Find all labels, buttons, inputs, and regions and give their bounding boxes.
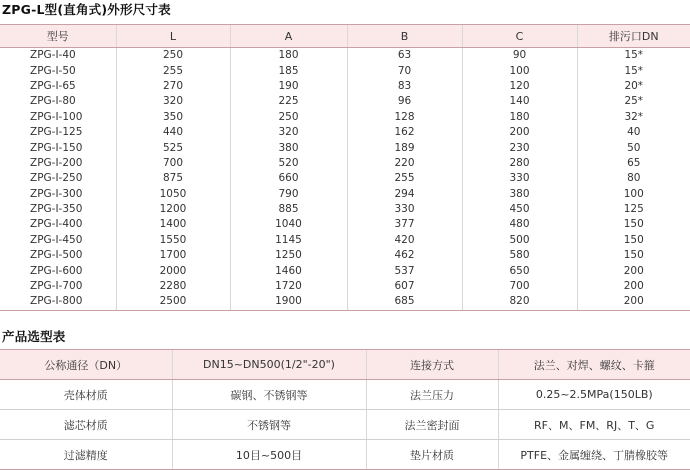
table-row: [0, 110, 690, 125]
dimension-table-header-row: [0, 25, 690, 48]
cell-l: 1200: [116, 202, 230, 217]
spec-value: 0.25~2.5MPa(150LB): [498, 380, 690, 410]
cell-a: 1145: [230, 233, 347, 248]
table-row: [0, 94, 690, 109]
table-row: [0, 410, 690, 440]
cell-l: 2500: [116, 294, 230, 310]
cell-b: 189: [347, 140, 462, 155]
table-row: [0, 63, 690, 78]
table-row: [0, 233, 690, 248]
spec-value: PTFE、金属缠绕、丁腈橡胶等: [498, 440, 690, 470]
cell-model: ZPG-I-125: [30, 126, 83, 139]
cell-l: 255: [116, 63, 230, 78]
cell-a: 190: [230, 79, 347, 94]
cell-a: 250: [230, 110, 347, 125]
cell-l: 525: [116, 140, 230, 155]
spec-label: 壳体材质: [0, 380, 172, 410]
table-row: [0, 140, 690, 155]
cell-drain-dn: 125: [577, 202, 690, 217]
table-row: [0, 263, 690, 278]
cell-c: 180: [462, 110, 577, 125]
spec-value: 10目~500目: [172, 440, 366, 470]
cell-a: 660: [230, 171, 347, 186]
cell-c: 120: [462, 79, 577, 94]
cell-drain-dn: 50: [577, 140, 690, 155]
cell-drain-dn: 150: [577, 248, 690, 263]
spec-label: 垫片材质: [366, 440, 498, 470]
cell-l: 1400: [116, 217, 230, 232]
spec-label: 法兰压力: [366, 380, 498, 410]
spec-label: 过滤精度: [0, 440, 172, 470]
table-row: [0, 202, 690, 217]
cell-a: 1900: [230, 294, 347, 310]
spec-label: 公称通径（DN）: [0, 350, 172, 380]
cell-l: 2000: [116, 263, 230, 278]
cell-c: 280: [462, 156, 577, 171]
cell-c: 140: [462, 94, 577, 109]
spec-value: 碳钢、不锈钢等: [172, 380, 366, 410]
cell-a: 885: [230, 202, 347, 217]
cell-c: 700: [462, 279, 577, 294]
cell-a: 1720: [230, 279, 347, 294]
cell-c: 380: [462, 187, 577, 202]
cell-a: 185: [230, 63, 347, 78]
table-row: [0, 350, 690, 380]
cell-c: 820: [462, 294, 577, 310]
cell-a: 180: [230, 48, 347, 64]
cell-model: ZPG-I-100: [30, 110, 83, 123]
selection-table: [0, 349, 690, 470]
spec-value: RF、M、FM、RJ、T、G: [498, 410, 690, 440]
cell-b: 255: [347, 171, 462, 186]
cell-c: 230: [462, 140, 577, 155]
cell-drain-dn: 80: [577, 171, 690, 186]
cell-b: 83: [347, 79, 462, 94]
cell-a: 520: [230, 156, 347, 171]
cell-b: 294: [347, 187, 462, 202]
cell-c: 330: [462, 171, 577, 186]
cell-b: 128: [347, 110, 462, 125]
dimension-table-title: ZPG-L型(直角式)外形尺寸表: [2, 2, 171, 17]
cell-drain-dn: 100: [577, 187, 690, 202]
cell-model: ZPG-I-450: [30, 233, 83, 246]
cell-l: 875: [116, 171, 230, 186]
cell-c: 480: [462, 217, 577, 232]
cell-c: 580: [462, 248, 577, 263]
cell-a: 790: [230, 187, 347, 202]
cell-a: 320: [230, 125, 347, 140]
cell-c: 650: [462, 263, 577, 278]
cell-c: 90: [462, 48, 577, 64]
header-model: 型号: [0, 25, 116, 48]
cell-a: 1040: [230, 217, 347, 232]
cell-drain-dn: 65: [577, 156, 690, 171]
dimension-table: [0, 24, 690, 311]
cell-b: 607: [347, 279, 462, 294]
cell-model: ZPG-I-400: [30, 218, 83, 231]
cell-a: 225: [230, 94, 347, 109]
table-row: [0, 187, 690, 202]
cell-b: 220: [347, 156, 462, 171]
cell-l: 250: [116, 48, 230, 64]
cell-b: 162: [347, 125, 462, 140]
cell-a: 380: [230, 140, 347, 155]
spec-value: DN15~DN500(1/2"-20"): [172, 350, 366, 380]
cell-c: 200: [462, 125, 577, 140]
cell-a: 1250: [230, 248, 347, 263]
header-c: C: [462, 25, 577, 48]
table-row: [0, 79, 690, 94]
cell-a: 1460: [230, 263, 347, 278]
cell-drain-dn: 15*: [577, 48, 690, 64]
cell-drain-dn: 200: [577, 294, 690, 310]
spec-label: 滤芯材质: [0, 410, 172, 440]
cell-drain-dn: 200: [577, 263, 690, 278]
spec-value: 不锈钢等: [172, 410, 366, 440]
cell-model: ZPG-I-200: [30, 156, 83, 169]
cell-l: 270: [116, 79, 230, 94]
cell-model: ZPG-I-40: [30, 49, 76, 62]
cell-model: ZPG-I-50: [30, 64, 76, 77]
header-l: L: [116, 25, 230, 48]
cell-drain-dn: 25*: [577, 94, 690, 109]
cell-b: 462: [347, 248, 462, 263]
cell-l: 2280: [116, 279, 230, 294]
cell-b: 377: [347, 217, 462, 232]
spec-value: 法兰、对焊、螺纹、卡箍: [498, 350, 690, 380]
cell-c: 100: [462, 63, 577, 78]
cell-l: 1050: [116, 187, 230, 202]
cell-b: 70: [347, 63, 462, 78]
cell-model: ZPG-I-700: [30, 280, 83, 293]
spec-label: 连接方式: [366, 350, 498, 380]
cell-model: ZPG-I-800: [0, 294, 116, 310]
cell-l: 700: [116, 156, 230, 171]
table-row: [0, 156, 690, 171]
table-row: [0, 48, 690, 64]
table-row: [0, 125, 690, 140]
cell-model: ZPG-I-150: [30, 141, 83, 154]
cell-model: ZPG-I-350: [30, 203, 83, 216]
cell-l: 320: [116, 94, 230, 109]
cell-model: ZPG-I-600: [30, 264, 83, 277]
table-row: [0, 279, 690, 294]
cell-c: 450: [462, 202, 577, 217]
table-row: [0, 248, 690, 263]
cell-l: 350: [116, 110, 230, 125]
cell-b: 330: [347, 202, 462, 217]
header-a: A: [230, 25, 347, 48]
table-row: [0, 294, 690, 310]
cell-drain-dn: 32*: [577, 110, 690, 125]
cell-model: ZPG-I-250: [30, 172, 83, 185]
cell-l: 1700: [116, 248, 230, 263]
table-row: [0, 440, 690, 470]
cell-b: 63: [347, 48, 462, 64]
table-row: [0, 380, 690, 410]
cell-drain-dn: 150: [577, 217, 690, 232]
cell-b: 96: [347, 94, 462, 109]
cell-model: ZPG-I-80: [30, 95, 76, 108]
cell-c: 500: [462, 233, 577, 248]
header-b: B: [347, 25, 462, 48]
cell-model: ZPG-I-300: [30, 187, 83, 200]
cell-drain-dn: 20*: [577, 79, 690, 94]
cell-model: ZPG-I-500: [30, 249, 83, 262]
cell-drain-dn: 15*: [577, 63, 690, 78]
cell-drain-dn: 200: [577, 279, 690, 294]
header-drain-dn: 排污口DN: [577, 25, 690, 48]
cell-l: 440: [116, 125, 230, 140]
selection-table-title: 产品选型表: [2, 329, 66, 344]
table-row: [0, 217, 690, 232]
cell-model: ZPG-I-65: [30, 79, 76, 92]
cell-b: 420: [347, 233, 462, 248]
cell-drain-dn: 150: [577, 233, 690, 248]
spec-label: 法兰密封面: [366, 410, 498, 440]
cell-b: 685: [347, 294, 462, 310]
cell-l: 1550: [116, 233, 230, 248]
cell-b: 537: [347, 263, 462, 278]
table-row: [0, 171, 690, 186]
cell-drain-dn: 40: [577, 125, 690, 140]
